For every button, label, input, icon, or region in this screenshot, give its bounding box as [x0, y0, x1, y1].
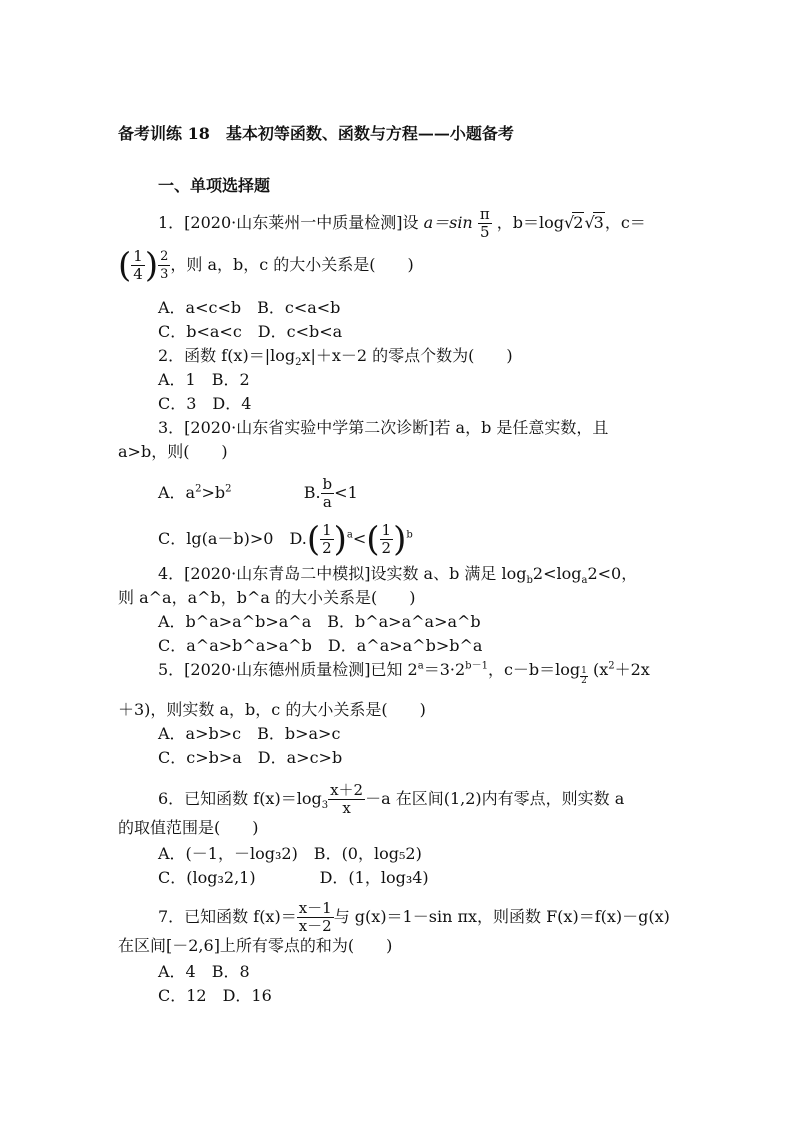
q3-options-ab: A．$a^2>b^2$ B. $\frac{b}{a}$ <1	[158, 475, 358, 511]
q2-options-cd: C．3 D．4	[158, 394, 252, 413]
q7-options-cd: C．12 D．16	[158, 986, 272, 1005]
q6-options-cd: C．(log₃2,1) D．(1，log₃4)	[158, 868, 429, 887]
q1-stem-line2: ( $\frac{1}{4}$ ) $\frac{2}{3}$ ，则 a，b，c 的大小关系是( )	[118, 245, 414, 286]
q4-options-cd: C．a^a>b^a>a^b D．a^a>a^b>b^a	[158, 636, 483, 655]
q6-options-ab: A．(－1，－log₃2) B．(0，log₅2)	[158, 844, 422, 863]
q4-stem-line1: 4．[2020·山东青岛二中模拟]设实数 a、b 满足 $\log_b2<\log_a2<0$，	[158, 564, 638, 587]
q4-options-ab: A．b^a>a^b>a^a B．b^a>a^a>a^b	[158, 612, 481, 631]
q4-stem-line2: 则 a^a，a^b，b^a 的大小关系是( )	[118, 588, 416, 607]
q1-options-cd: C．b<a<c D．c<b<a	[158, 322, 343, 341]
q1-stem-line1: 1．[2020·山东莱州一中质量检测]设 a＝sin $\frac{\pi}{5}$ ，b＝log√2√3，c＝	[158, 205, 646, 241]
q3-options-cd: C．lg(a－b)>0 D.( $\frac{1}{2}$ )$^a$<( $\frac{1}{2}$ )$^b$	[158, 519, 413, 560]
q2-stem: 2．函数 $f(x)=|\log_2x|+x-2$ 的零点个数为( )	[158, 346, 513, 369]
page-title: 备考训练 18 基本初等函数、函数与方程——小题备考	[118, 124, 514, 143]
q2-options-ab: A．1 B．2	[158, 370, 250, 389]
q3-stem-line2: a>b，则( )	[118, 442, 228, 461]
q5-options-cd: C．c>b>a D．a>c>b	[158, 748, 343, 767]
q6-stem-line1: 6．已知函数 $f(x)=\log_3$ $\frac{x+2}{x}$ －a 在区间(1,2)内有零点，则实数 a	[158, 781, 625, 817]
q6-stem-line2: 的取值范围是( )	[118, 818, 259, 837]
pi-over-5-fraction: $\frac{\pi}{5}$	[479, 205, 490, 241]
q7-stem-line1: 7．已知函数 f(x)＝ $\frac{x-1}{x-2}$ 与 g(x)＝1－sin πx，则函数 F(x)＝f(x)－g(x)	[158, 899, 670, 935]
q5-stem-line1: 5．[2020·山东德州质量检测]已知 $2^a=3\cdot 2^{b-1}$，c－b＝log $\frac{1}{2} (x^2+2x$	[158, 660, 650, 686]
q7-options-ab: A．4 B．8	[158, 962, 250, 981]
section-heading: 一、单项选择题	[158, 176, 271, 195]
q5-stem-line2: ＋3)，则实数 a，b，c 的大小关系是( )	[118, 700, 426, 719]
q5-options-ab: A．a>b>c B．b>a>c	[158, 724, 341, 743]
q1-options-ab: A．a<c<b B．c<a<b	[158, 298, 341, 317]
q3-stem-line1: 3．[2020·山东省实验中学第二次诊断]若 a，b 是任意实数，且	[158, 418, 609, 437]
q7-stem-line2: 在区间[－2,6]上所有零点的和为( )	[118, 936, 393, 955]
